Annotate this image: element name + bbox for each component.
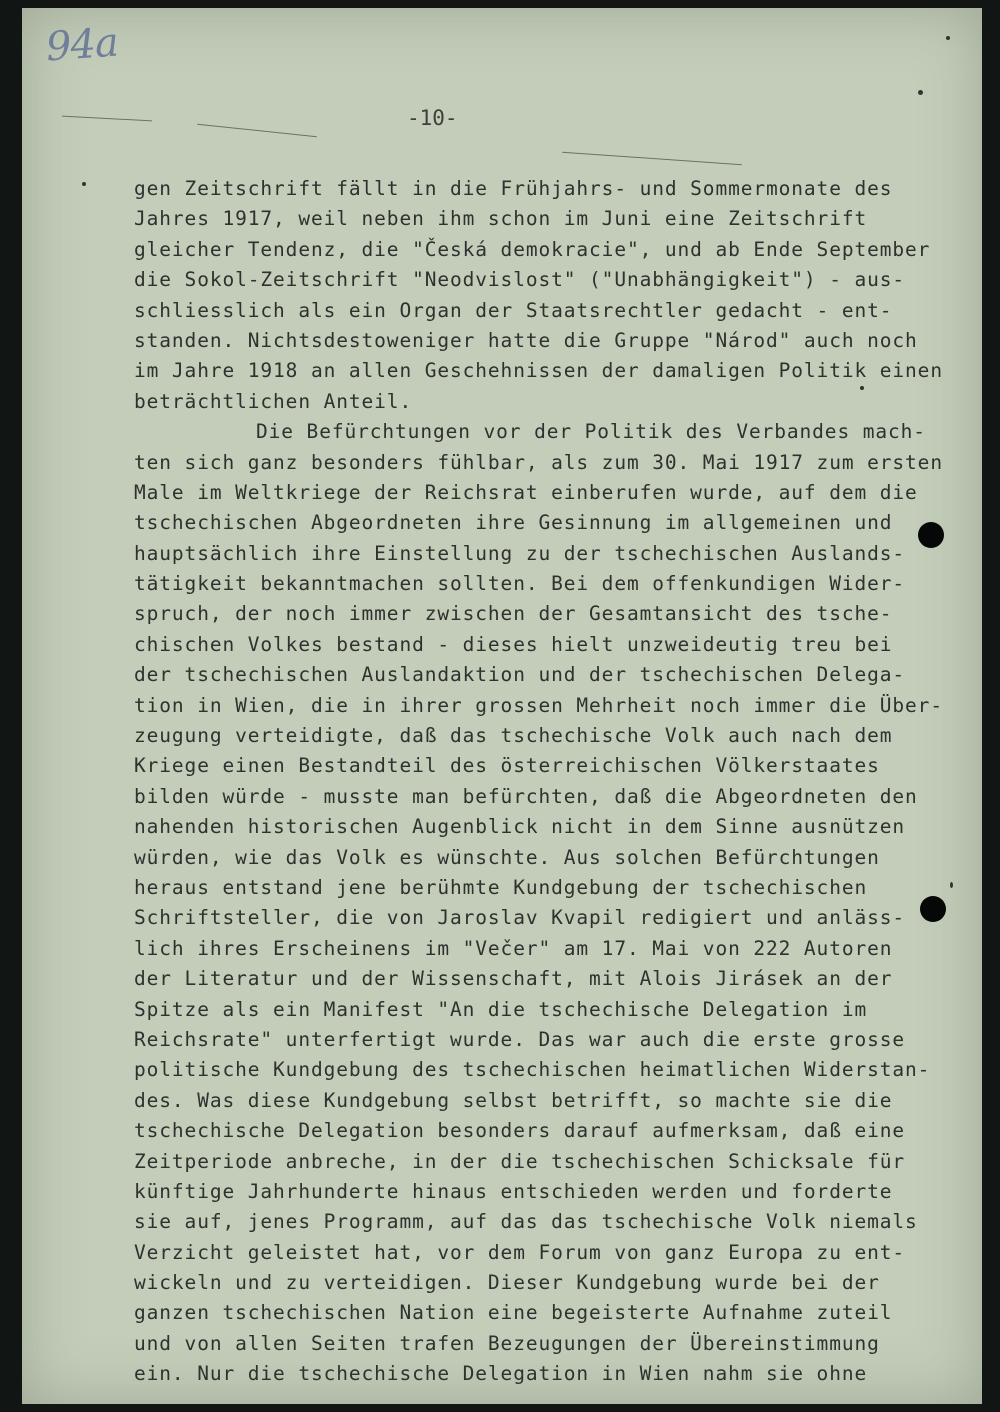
archive-number: 94a <box>44 19 120 71</box>
page-number: -10- <box>407 106 458 130</box>
text-line: Schriftsteller, die von Jaroslav Kvapil redigiert und anläss- <box>134 906 906 930</box>
text-line: ganzen tschechischen Nation eine begeisterte Aufnahme zuteil <box>134 1301 893 1325</box>
text-line: tschechische Delegation besonders darauf aufmerksam, daß eine <box>134 1119 906 1143</box>
text-line: politische Kundgebung des tschechischen heimatlichen Widerstan- <box>134 1058 931 1082</box>
text-line: würden, wie das Volk es wünschte. Aus solchen Befürchtungen <box>134 845 880 869</box>
text-line: der tschechischen Auslandaktion und der tschechischen Delega- <box>134 663 906 687</box>
pencil-mark <box>197 124 316 138</box>
text-line: bilden würde - musste man befürchten, daß die Abgeordneten den <box>134 784 918 808</box>
text-line: der Literatur und der Wissenschaft, mit Alois Jirásek an der <box>134 967 893 991</box>
ink-speck <box>82 182 86 186</box>
text-line: Reichsrate" unterfertigt wurde. Das war auch die erste grosse <box>134 1027 906 1051</box>
text-line: des. Was diese Kundgebung selbst betrifft, so machte sie die <box>134 1088 893 1112</box>
document-page <box>22 8 982 1404</box>
text-line: Male im Weltkriege der Reichsrat einberufen wurde, auf dem die <box>134 480 918 504</box>
text-line: Verzicht geleistet hat, vor dem Forum von ganz Europa zu ent- <box>134 1240 906 1264</box>
text-line: chischen Volkes bestand - dieses hielt unzweideutig treu bei <box>134 632 893 656</box>
text-line: im Jahre 1918 an allen Geschehnissen der damaligen Politik einen <box>134 359 943 383</box>
text-line: gen Zeitschrift fällt in die Frühjahrs- und Sommermonate des <box>134 177 893 200</box>
ink-speck <box>950 882 953 888</box>
text-line: Jahres 1917, weil neben ihm schon im Juni eine Zeitschrift <box>134 207 868 231</box>
text-line: tätigkeit bekanntmachen sollten. Bei dem offenkundigen Wider- <box>134 572 906 596</box>
body-text <box>134 174 943 1390</box>
text-line: beträchtlichen Anteil. <box>134 389 413 413</box>
ink-speck <box>918 90 923 95</box>
text-line: und von allen Seiten trafen Bezeugungen der Übereinstimmung <box>134 1331 880 1355</box>
text-line: heraus entstand jene berühmte Kundgebung der tschechischen <box>134 875 868 899</box>
text-line: ten sich ganz besonders fühlbar, als zum 30. Mai 1917 zum ersten <box>134 450 943 474</box>
text-line: tion in Wien, die in ihrer grossen Mehrheit noch immer die Über- <box>134 693 943 717</box>
text-line: hauptsächlich ihre Einstellung zu der tschechischen Auslands- <box>134 541 906 565</box>
punch-hole-lower <box>920 896 946 922</box>
text-line: tschechischen Abgeordneten ihre Gesinnung im allgemeinen und <box>134 511 893 535</box>
ink-speck <box>860 386 864 390</box>
text-line: Zeitperiode anbreche, in der die tschechischen Schicksale für <box>134 1149 906 1173</box>
text-line: Spitze als ein Manifest "An die tschechische Delegation im <box>134 997 868 1021</box>
text-line: sie auf, jenes Programm, auf das das tschechische Volk niemals <box>134 1210 918 1234</box>
text-line: Kriege einen Bestandteil des österreichischen Völkerstaates <box>134 754 880 778</box>
text-line: wickeln und zu verteidigen. Dieser Kundgebung wurde bei der <box>134 1271 880 1295</box>
ink-speck <box>946 36 950 40</box>
text-line: gleicher Tendenz, die "Česká demokracie", und ab Ende September <box>134 237 931 261</box>
text-line: zeugung verteidigte, daß das tschechische Volk auch nach dem <box>134 724 893 748</box>
pencil-mark <box>562 152 742 166</box>
text-line: schliesslich als ein Organ der Staatsrechtler gedacht - ent- <box>134 298 893 322</box>
punch-hole-upper <box>918 522 944 548</box>
text-line: ein. Nur die tschechische Delegation in Wien nahm sie ohne <box>134 1362 868 1386</box>
pencil-mark <box>62 116 152 122</box>
text-line: lich ihres Erscheinens im "Večer" am 17. Mai von 222 Autoren <box>134 936 893 960</box>
text-line: standen. Nichtsdestoweniger hatte die Gruppe "Národ" auch noch <box>134 328 918 352</box>
text-line: die Sokol-Zeitschrift "Neodvislost" ("Unabhängigkeit") - aus- <box>134 268 906 292</box>
text-line: künftige Jahrhunderte hinaus entschieden werden und forderte <box>134 1179 893 1203</box>
text-line: spruch, der noch immer zwischen der Gesamtansicht des tsche- <box>134 602 893 626</box>
text-line: nahenden historischen Augenblick nicht in dem Sinne ausnützen <box>134 815 906 839</box>
paragraph-start-line: Die Befürchtungen vor der Politik des Verbandes mach- <box>256 420 926 444</box>
